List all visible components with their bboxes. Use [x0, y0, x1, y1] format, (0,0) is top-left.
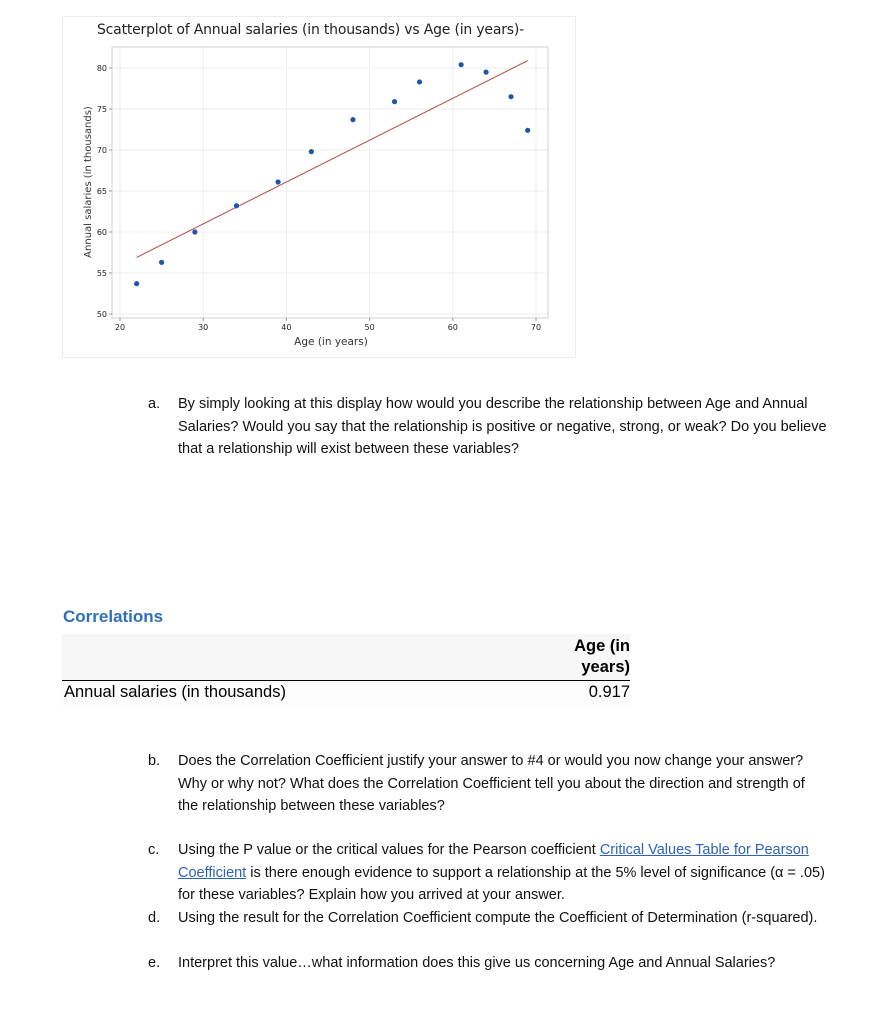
question-text: Does the Correlation Coefficient justify your answer to #4 or would you now change your answer? Why or why not? What does the Correlation Coefficient tell you about the direction and strength of the relationship between these variables? [178, 753, 805, 814]
data-point [459, 62, 464, 67]
question-label: a. [148, 396, 161, 412]
table-header [62, 634, 630, 681]
question-label: c. [148, 842, 160, 858]
x-tick-label: 50 [364, 323, 375, 332]
x-axis-label: Age (in years) [294, 336, 368, 348]
correlations-title: Correlations [63, 607, 164, 626]
question-text: Interpret this value…what information does this give us concerning Age and Annual Salaries? [178, 955, 776, 971]
x-tick-label: 70 [530, 323, 542, 332]
data-point [234, 203, 239, 208]
y-tick-label: 80 [96, 64, 107, 73]
data-point [309, 149, 314, 154]
question-e [148, 952, 828, 975]
column-header [550, 636, 630, 678]
question-label: e. [148, 955, 161, 971]
data-point [159, 260, 164, 265]
data-point [392, 99, 397, 104]
question-c [148, 839, 828, 907]
y-tick-label: 50 [96, 310, 107, 319]
data-point [192, 229, 197, 234]
chart-title: Scatterplot of Annual salaries (in thousands) vs Age (in years)- [97, 22, 524, 38]
question-text-part: Using the P value or the critical values for the Pearson coefficient [178, 842, 600, 858]
data-point [350, 117, 355, 122]
plot-border [112, 47, 548, 318]
question-label: d. [148, 910, 161, 926]
y-tick-label: 65 [96, 187, 107, 196]
question-label: b. [148, 753, 161, 769]
correlation-value: 0.917 [588, 683, 630, 701]
question-text-part: is there enough evidence to support a relationship at the 5% level of significance (α = .05) for these variables? Explain how you arrived at your answer. [178, 864, 825, 903]
y-tick-label: 75 [96, 105, 107, 114]
question-text: By simply looking at this display how would you describe the relationship between Age and Annual Salaries? Would you say that the relationship is positive or negative, strong, or weak? Do you believe that a relationship will exist between these variables? [178, 396, 827, 457]
correlations-table [62, 634, 630, 707]
critical-values-link[interactable]: Critical Values Table for Pearson Coefficient [178, 842, 809, 881]
data-point [525, 128, 530, 133]
column-header-line: years) [581, 658, 630, 676]
y-tick-label: 55 [96, 269, 107, 278]
regression-line [137, 61, 528, 258]
question-a [148, 393, 828, 461]
data-point [275, 179, 280, 184]
question-d [148, 907, 828, 930]
x-tick-label: 40 [281, 323, 292, 332]
x-tick-label: 60 [447, 323, 458, 332]
y-axis-label: Annual salaries (in thousands) [83, 106, 94, 258]
x-tick-label: 30 [198, 323, 209, 332]
x-tick-label: 20 [114, 323, 126, 332]
data-point [417, 79, 422, 84]
question-text: Using the result for the Correlation Coefficient compute the Coefficient of Determination (r-squared). [178, 910, 818, 926]
y-tick-label: 70 [96, 146, 107, 155]
data-point [134, 281, 139, 286]
data-point [483, 70, 488, 75]
data-point [508, 94, 513, 99]
row-label: Annual salaries (in thousands) [64, 683, 286, 701]
column-header-line: Age (in [574, 637, 630, 655]
question-b [148, 750, 828, 818]
y-tick-label: 60 [96, 228, 107, 237]
question-text [178, 839, 828, 907]
scatterplot [0, 0, 888, 370]
plot-area [83, 47, 548, 348]
table-row [62, 681, 630, 707]
